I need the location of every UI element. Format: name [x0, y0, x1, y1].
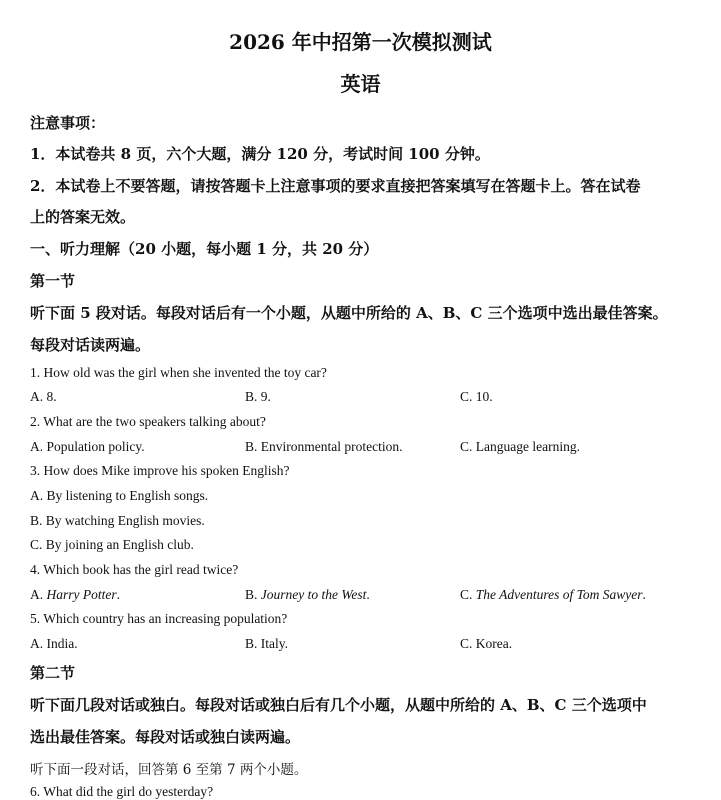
question-2: 2. What are the two speakers talking about? [30, 414, 266, 429]
question-4: 4. Which book has the girl read twice? [30, 562, 239, 577]
question-6: 6. What did the girl do yesterday? [30, 784, 214, 799]
notice-item-2: 2．本试卷上不要答题，请按答题卡上注意事项的要求直接把答案填写在答题卡上。答在试卷 [30, 177, 641, 195]
q3-option-a: A. By listening to English songs. [30, 488, 209, 503]
exam-subject: 英语 [340, 72, 381, 96]
q2-option-c: C. Language learning. [460, 439, 580, 454]
section1-instruction: 听下面 5 段对话。每段对话后有一个小题，从题中所给的 A、B、C 三个选项中选出最佳答案。 [30, 304, 668, 322]
q4-option-b [245, 587, 370, 603]
section1-heading: 第一节 [30, 272, 76, 290]
section2-heading: 第二节 [30, 664, 76, 682]
notice-item-1: 1．本试卷共 8 页，六个大题，满分 120 分，考试时间 100 分钟。 [30, 145, 490, 163]
q4-option-a-prefix: A. [30, 587, 47, 602]
q5-option-a: A. India. [30, 636, 78, 651]
q3-option-b: B. By watching English movies. [30, 513, 205, 528]
q5-option-c: C. Korea. [460, 636, 513, 651]
q2-option-a: A. Population policy. [30, 439, 145, 454]
section2-sub-instruction: 听下面一段对话，回答第 6 至第 7 两个小题。 [30, 762, 308, 778]
notice-item-2-cont: 上的答案无效。 [30, 208, 136, 226]
q1-option-a: A. 8. [30, 389, 57, 404]
q4-option-a [30, 587, 120, 603]
section1-instruction-cont: 每段对话读两遍。 [30, 336, 151, 354]
question-3: 3. How does Mike improve his spoken English? [30, 463, 290, 478]
part1-heading: 一、听力理解（20 小题，每小题 1 分，共 20 分） [30, 240, 379, 258]
q4-option-b-prefix: B. [245, 587, 261, 602]
q4-option-a-title: Harry Potter [46, 587, 117, 602]
section2-instruction-cont: 选出最佳答案。每段对话或独白读两遍。 [30, 728, 301, 746]
q1-option-c: C. 10. [460, 389, 493, 404]
q4-option-c-prefix: C. [460, 587, 476, 602]
section2-instruction: 听下面几段对话或独白。每段对话或独白后有几个小题，从题中所给的 A、B、C 三个选项中 [30, 696, 647, 714]
q4-option-a-suffix: . [116, 587, 120, 602]
q5-option-b: B. Italy. [245, 636, 288, 651]
q1-option-b: B. 9. [245, 389, 271, 404]
notice-heading: 注意事项： [30, 114, 106, 132]
q4-option-b-suffix: . [366, 587, 370, 602]
q3-option-c: C. By joining an English club. [30, 537, 194, 552]
exam-title: 2026 年中招第一次模拟测试 [229, 30, 492, 54]
q4-option-c-suffix: . [642, 587, 646, 602]
q4-option-b-title: Journey to the West [260, 587, 367, 602]
q2-option-b: B. Environmental protection. [245, 439, 403, 454]
q4-option-c-title: The Adventures of Tom Sawyer [475, 587, 643, 602]
q4-option-c [460, 587, 646, 603]
question-1: 1. How old was the girl when she invented the toy car? [30, 365, 327, 380]
question-5: 5. Which country has an increasing population? [30, 611, 288, 626]
